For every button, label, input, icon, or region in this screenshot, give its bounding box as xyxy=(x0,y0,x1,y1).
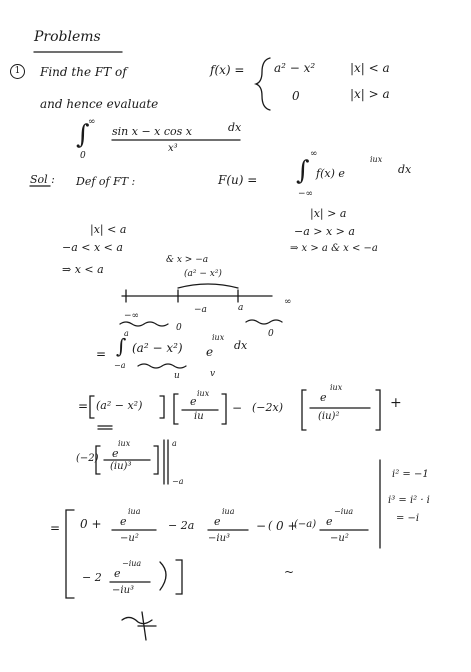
nl-neg-a: −a xyxy=(194,305,207,315)
integral-sign: ∫ xyxy=(76,120,90,150)
solution-label: Sol : xyxy=(30,173,55,186)
step5-num: e xyxy=(114,567,121,580)
step4-f1-num: e xyxy=(120,515,127,528)
step1-equals: = xyxy=(96,347,107,361)
step1-body: (a² − x²) xyxy=(132,341,183,355)
side-note-1: i² = −1 xyxy=(392,469,429,480)
nl-zero-left: 0 xyxy=(176,323,182,333)
step2-minus: − xyxy=(232,401,243,415)
step4-minus1: − 2a xyxy=(168,519,195,532)
step4-f1-exp: iua xyxy=(128,507,141,516)
integrand-denominator: x³ xyxy=(168,143,178,154)
region-note: (a² − x²) xyxy=(184,269,222,279)
step4-f2-num: e xyxy=(214,515,221,528)
step4-neg-a: (−a) xyxy=(294,519,317,530)
step2-equals: = xyxy=(78,399,89,413)
ft-lower-limit: −∞ xyxy=(298,189,314,199)
case2-condition: |x| > a xyxy=(350,87,390,101)
ft-dx: dx xyxy=(398,163,412,176)
hence-evaluate: and hence evaluate xyxy=(40,97,159,111)
region-and: & x > −a xyxy=(166,255,209,265)
ft-integral-sign: ∫ xyxy=(296,156,310,186)
step2-frac2-num: e xyxy=(320,391,327,404)
problem-number: 1 xyxy=(10,64,25,79)
stray-mark: ~ xyxy=(284,565,295,579)
definition-label: Def of FT : xyxy=(76,175,136,188)
step2-frac2-exp: iux xyxy=(330,383,343,392)
integral-dx: dx xyxy=(228,121,242,134)
integral-lower-limit: 0 xyxy=(80,151,86,161)
step4-zero2: 0 + xyxy=(276,519,298,533)
step4-f3-exp: −iua xyxy=(334,507,354,516)
region-right-3: ⇒ x > a & x < −a xyxy=(290,243,378,254)
step4-f3-num: e xyxy=(326,515,333,528)
step3-upper: a xyxy=(172,439,177,448)
step4-paren-open: ( xyxy=(268,519,273,532)
step1-upper: a xyxy=(124,329,129,338)
step3-coefficient: (−2) xyxy=(76,453,99,464)
nl-zero-right: 0 xyxy=(268,329,274,339)
case2-expression: 0 xyxy=(292,89,300,103)
step1-dx: dx xyxy=(234,339,248,352)
u-label: u xyxy=(174,371,180,381)
region-right-2: −a > x > a xyxy=(294,225,355,238)
step5-minus: − 2 xyxy=(82,571,102,584)
step2-frac1-exp: iux xyxy=(197,389,210,398)
ft-upper-limit: ∞ xyxy=(310,149,318,159)
step4-zero: 0 + xyxy=(80,517,102,531)
step2-term1: (a² − x²) xyxy=(96,399,143,412)
ft-lhs: F(u) = xyxy=(218,173,258,187)
step1-integral-sign: ∫ xyxy=(116,334,127,358)
step3-exp: iux xyxy=(118,439,131,448)
ft-exponent: iux xyxy=(370,155,383,164)
nl-neg-inf: −∞ xyxy=(124,311,140,321)
step5-exp: −iua xyxy=(122,559,142,568)
step3-lower: −a xyxy=(172,477,184,486)
integral-upper-limit: ∞ xyxy=(88,117,96,127)
step4-f2-exp: iua xyxy=(222,507,235,516)
step2-term2: (−2x) xyxy=(252,401,284,414)
step4-f3-den: −u² xyxy=(330,533,349,544)
nl-pos-inf: ∞ xyxy=(284,297,292,307)
step3-den: (iu)³ xyxy=(110,461,132,472)
function-label: f(x) = xyxy=(210,63,245,77)
nl-a: a xyxy=(238,303,244,313)
region-left-3: ⇒ x < a xyxy=(62,263,104,276)
side-note-2: i³ = i² · i xyxy=(388,495,430,506)
step3-num: e xyxy=(112,447,119,460)
step4-f1-den: −u² xyxy=(120,533,139,544)
step2-frac2-den: (iu)² xyxy=(318,411,340,422)
case1-condition: |x| < a xyxy=(350,61,390,75)
v-label: v xyxy=(210,369,216,379)
step2-plus: + xyxy=(390,395,402,411)
step4-equals: = xyxy=(50,521,61,535)
case1-expression: a² − x² xyxy=(274,61,316,75)
step2-frac1-num: e xyxy=(190,395,197,408)
step1-lower: −a xyxy=(114,361,126,370)
integrand-numerator: sin x − x cos x xyxy=(112,125,192,138)
step4-f2-den: −iu³ xyxy=(208,533,231,544)
step4-minus2: − xyxy=(256,519,267,533)
region-left-1: |x| < a xyxy=(90,223,127,236)
step5-den: −iu³ xyxy=(112,585,135,596)
step2-frac1-den: iu xyxy=(194,411,204,422)
side-note-3: = −i xyxy=(396,513,420,524)
ft-integrand: f(x) e xyxy=(316,167,345,180)
region-right-1: |x| > a xyxy=(310,207,347,220)
step1-exponent: iux xyxy=(212,333,225,342)
page-title: Problems xyxy=(34,29,101,45)
problem-intro: Find the FT of xyxy=(40,65,127,79)
step1-e: e xyxy=(206,345,214,359)
region-left-2: −a < x < a xyxy=(62,241,123,254)
